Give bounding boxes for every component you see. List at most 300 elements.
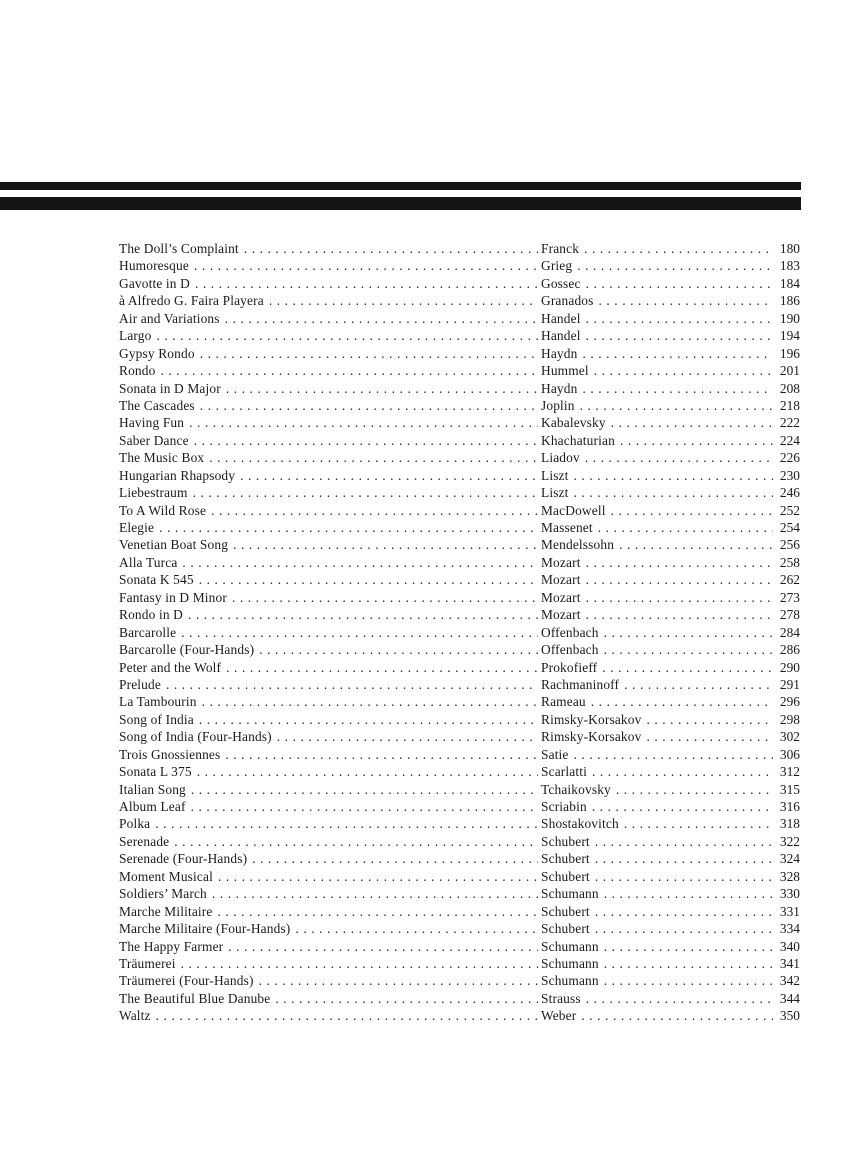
top-rule-thick: [0, 197, 801, 210]
toc-entry-left: [119, 711, 541, 728]
toc-entry-page: 290: [779, 659, 800, 675]
toc-entry-page: 222: [779, 415, 800, 431]
toc-entry-title: Soldiers’ March: [119, 886, 207, 902]
toc-entry: [119, 257, 800, 274]
dot-leader: [156, 1007, 538, 1024]
dot-leader: [611, 414, 773, 431]
dot-leader: [191, 798, 538, 815]
dot-leader: [574, 746, 773, 763]
dot-leader: [194, 257, 538, 274]
toc-entry-page: 331: [779, 903, 800, 919]
dot-leader: [200, 345, 538, 362]
dot-leader: [604, 938, 773, 955]
toc-entry: [119, 728, 800, 745]
toc-entry: [119, 380, 800, 397]
toc-entry: [119, 432, 800, 449]
toc-entry-right: [541, 850, 800, 867]
toc-entry: [119, 641, 800, 658]
dot-leader: [295, 920, 538, 937]
toc-entry-left: [119, 362, 541, 379]
dot-leader: [226, 380, 538, 397]
dot-leader: [592, 763, 773, 780]
toc-entry-right: [541, 868, 800, 885]
toc-entry-page: 224: [779, 432, 800, 448]
toc-entry-left: [119, 414, 541, 431]
toc-entry-right: [541, 781, 800, 798]
toc-entry-left: [119, 345, 541, 362]
toc-entry-page: 322: [779, 833, 800, 849]
toc-entry-left: [119, 885, 541, 902]
toc-entry-composer: Schubert: [541, 921, 590, 937]
toc-entry-left: [119, 955, 541, 972]
toc-entry-left: [119, 815, 541, 832]
dot-leader: [594, 362, 773, 379]
dot-leader: [211, 502, 538, 519]
toc-entry-composer: Weber: [541, 1008, 577, 1024]
toc-entry-right: [541, 310, 800, 327]
toc-entry-page: 328: [779, 868, 800, 884]
toc-entry-right: [541, 711, 800, 728]
toc-entry-left: [119, 571, 541, 588]
toc-entry: [119, 397, 800, 414]
toc-entry-composer: Mozart: [541, 554, 581, 570]
dot-leader: [277, 728, 538, 745]
dot-leader: [582, 345, 773, 362]
toc-entry-composer: Granados: [541, 293, 594, 309]
toc-entry: [119, 467, 800, 484]
toc-entry: [119, 693, 800, 710]
toc-entry-page: 183: [779, 258, 800, 274]
toc-entry-left: [119, 868, 541, 885]
toc-entry-title: Moment Musical: [119, 868, 213, 884]
toc-entry-left: [119, 972, 541, 989]
dot-leader: [586, 606, 773, 623]
dot-leader: [188, 606, 538, 623]
dot-leader: [233, 536, 538, 553]
toc-entry: [119, 868, 800, 885]
toc-entry: [119, 798, 800, 815]
dot-leader: [259, 641, 538, 658]
toc-entry-title: Italian Song: [119, 781, 186, 797]
toc-entry: [119, 345, 800, 362]
toc-entry-left: [119, 781, 541, 798]
toc-entry-left: [119, 536, 541, 553]
toc-entry-title: Having Fun: [119, 415, 185, 431]
toc-entry-left: [119, 903, 541, 920]
toc-entry-left: [119, 606, 541, 623]
toc-entry-title: à Alfredo G. Faira Playera: [119, 293, 264, 309]
toc-entry-title: Song of India (Four-Hands): [119, 729, 272, 745]
dot-leader: [595, 850, 773, 867]
toc-entry-left: [119, 589, 541, 606]
dot-leader: [602, 659, 773, 676]
toc-entry-right: [541, 659, 800, 676]
toc-entry: [119, 571, 800, 588]
toc-entry-composer: Mendelssohn: [541, 537, 615, 553]
toc-entry-composer: Handel: [541, 328, 581, 344]
dot-leader: [584, 240, 773, 257]
dot-leader: [574, 467, 773, 484]
toc-entry-title: Rondo: [119, 363, 156, 379]
toc-entry: [119, 589, 800, 606]
dot-leader: [595, 903, 773, 920]
toc-entry-composer: Schumann: [541, 938, 599, 954]
toc-entry-composer: Joplin: [541, 397, 575, 413]
toc-entry-page: 342: [779, 973, 800, 989]
dot-leader: [592, 798, 773, 815]
toc-entry-title: Largo: [119, 328, 152, 344]
toc-entry: [119, 815, 800, 832]
toc-entry-right: [541, 275, 800, 292]
toc-entry-left: [119, 938, 541, 955]
toc-entry-right: [541, 955, 800, 972]
toc-entry-composer: Massenet: [541, 520, 593, 535]
dot-leader: [199, 571, 538, 588]
toc-entry-page: 284: [779, 624, 800, 640]
toc-entry-title: Sonata in D Major: [119, 380, 221, 396]
toc-entry: [119, 955, 800, 972]
toc-entry: [119, 711, 800, 728]
toc-entry-composer: Rimsky-Korsakov: [541, 729, 642, 745]
toc-entry-composer: Strauss: [541, 990, 581, 1006]
dot-leader: [604, 972, 773, 989]
toc-entry-title: Sonata K 545: [119, 572, 194, 588]
dot-leader: [586, 327, 773, 344]
dot-leader: [646, 728, 773, 745]
dot-leader: [244, 240, 538, 257]
toc-entry-page: 344: [779, 990, 800, 1006]
toc-entry-title: Träumerei: [119, 955, 176, 971]
toc-entry: [119, 990, 800, 1007]
toc-entry-title: Barcarolle: [119, 624, 177, 640]
toc-entry-page: 302: [779, 729, 800, 745]
toc-entry-right: [541, 362, 800, 379]
toc-entry-right: [541, 292, 800, 309]
dot-leader: [586, 589, 773, 606]
toc-entry-right: [541, 380, 800, 397]
toc-entry-title: Polka: [119, 816, 151, 832]
toc-entry-left: [119, 1007, 541, 1024]
toc-list: [119, 240, 800, 1025]
toc-entry-composer: Handel: [541, 310, 581, 326]
dot-leader: [624, 815, 773, 832]
toc-entry-page: 350: [779, 1008, 800, 1024]
toc-entry-left: [119, 292, 541, 309]
toc-entry-right: [541, 397, 800, 414]
toc-entry-composer: Prokofieff: [541, 659, 598, 675]
toc-entry-page: 186: [779, 293, 800, 309]
dot-leader: [595, 833, 773, 850]
toc-entry-page: 273: [779, 589, 800, 605]
toc-entry-composer: Haydn: [541, 345, 578, 361]
toc-entry-composer: Schubert: [541, 903, 590, 919]
dot-leader: [598, 519, 773, 536]
toc-entry-title: The Beautiful Blue Danube: [119, 990, 271, 1006]
toc-entry-title: Rondo in D: [119, 607, 183, 623]
toc-entry-right: [541, 519, 800, 536]
toc-entry-composer: Liszt: [541, 467, 569, 483]
toc-entry-title: Humoresque: [119, 258, 189, 274]
dot-leader: [620, 432, 773, 449]
toc-entry-page: 340: [779, 938, 800, 954]
dot-leader: [586, 571, 773, 588]
toc-entry-composer: Gossec: [541, 275, 581, 291]
toc-entry-right: [541, 327, 800, 344]
toc-entry-page: 286: [779, 642, 800, 658]
toc-entry: [119, 484, 800, 501]
toc-entry: [119, 833, 800, 850]
top-rule-thin: [0, 182, 801, 190]
toc-entry-composer: Scarlatti: [541, 764, 587, 780]
dot-leader: [591, 693, 773, 710]
toc-entry-title: Elegie: [119, 520, 155, 535]
toc-entry-page: 254: [779, 520, 800, 535]
toc-entry-title: Saber Dance: [119, 432, 189, 448]
toc-entry-right: [541, 641, 800, 658]
toc-entry-composer: Grieg: [541, 258, 573, 274]
toc-entry: [119, 763, 800, 780]
toc-entry-composer: Schubert: [541, 868, 590, 884]
toc-entry-left: [119, 624, 541, 641]
toc-entry: [119, 292, 800, 309]
toc-entry-right: [541, 920, 800, 937]
dot-leader: [604, 624, 773, 641]
toc-entry-page: 316: [779, 799, 800, 814]
toc-entry-left: [119, 676, 541, 693]
toc-entry-right: [541, 484, 800, 501]
toc-entry-title: Träumerei (Four-Hands): [119, 973, 254, 989]
toc-entry-composer: Mozart: [541, 607, 581, 623]
toc-entry-title: Fantasy in D Minor: [119, 589, 227, 605]
dot-leader: [156, 327, 538, 344]
toc-entry-left: [119, 275, 541, 292]
dot-leader: [595, 920, 773, 937]
dot-leader: [646, 711, 773, 728]
toc-entry: [119, 554, 800, 571]
toc-entry-title: Gavotte in D: [119, 275, 190, 291]
toc-entry-right: [541, 502, 800, 519]
dot-leader: [619, 536, 773, 553]
toc-entry: [119, 903, 800, 920]
toc-entry-composer: Rimsky-Korsakov: [541, 711, 642, 727]
toc-entry-page: 306: [779, 746, 800, 762]
toc-entry-page: 296: [779, 694, 800, 710]
dot-leader: [228, 938, 538, 955]
toc-entry-left: [119, 380, 541, 397]
toc-entry-page: 312: [779, 764, 800, 780]
dot-leader: [212, 885, 538, 902]
dot-leader: [193, 484, 538, 501]
toc-entry-right: [541, 345, 800, 362]
toc-entry: [119, 659, 800, 676]
toc-entry: [119, 920, 800, 937]
toc-entry-composer: Hummel: [541, 363, 589, 379]
toc-entry-page: 334: [779, 921, 800, 937]
toc-entry: [119, 519, 800, 536]
dot-leader: [218, 868, 538, 885]
dot-leader: [195, 275, 538, 292]
dot-leader: [581, 1007, 773, 1024]
toc-entry-left: [119, 659, 541, 676]
toc-entry-left: [119, 467, 541, 484]
toc-entry: [119, 362, 800, 379]
toc-entry: [119, 676, 800, 693]
toc-entry-page: 194: [779, 328, 800, 344]
toc-entry-composer: MacDowell: [541, 502, 606, 518]
toc-entry-title: Serenade: [119, 833, 170, 849]
toc-entry-title: Marche Militaire: [119, 903, 213, 919]
dot-leader: [174, 833, 538, 850]
toc-entry-page: 184: [779, 275, 800, 291]
toc-entry-right: [541, 798, 800, 815]
toc-entry-left: [119, 397, 541, 414]
toc-entry-right: [541, 676, 800, 693]
toc-entry-left: [119, 240, 541, 257]
toc-entry-left: [119, 554, 541, 571]
toc-entry-right: [541, 990, 800, 1007]
toc-entry: [119, 972, 800, 989]
toc-entry-left: [119, 693, 541, 710]
toc-entry: [119, 938, 800, 955]
toc-entry-title: Peter and the Wolf: [119, 659, 222, 675]
toc-entry-title: Waltz: [119, 1008, 151, 1024]
toc-entry-right: [541, 746, 800, 763]
toc-entry-title: To A Wild Rose: [119, 502, 207, 518]
toc-entry-composer: Offenbach: [541, 624, 599, 640]
toc-entry-left: [119, 484, 541, 501]
toc-entry: [119, 275, 800, 292]
toc-entry-left: [119, 310, 541, 327]
toc-entry-right: [541, 536, 800, 553]
toc-entry-title: Prelude: [119, 676, 161, 692]
dot-leader: [159, 519, 538, 536]
toc-entry-left: [119, 990, 541, 1007]
toc-entry-title: Hungarian Rhapsody: [119, 467, 236, 483]
dot-leader: [199, 711, 538, 728]
dot-leader: [218, 903, 539, 920]
toc-entry: [119, 310, 800, 327]
toc-entry-title: Trois Gnossiennes: [119, 746, 221, 762]
toc-entry-right: [541, 432, 800, 449]
toc-entry: [119, 606, 800, 623]
dot-leader: [225, 746, 538, 763]
toc-entry: [119, 502, 800, 519]
toc-entry-composer: Tchaikovsky: [541, 781, 611, 797]
toc-entry-title: Sonata L 375: [119, 764, 192, 780]
toc-entry: [119, 781, 800, 798]
toc-entry-left: [119, 850, 541, 867]
toc-entry: [119, 885, 800, 902]
toc-entry-title: The Happy Farmer: [119, 938, 224, 954]
toc-entry-title: Serenade (Four-Hands): [119, 851, 248, 867]
toc-entry-composer: Schubert: [541, 833, 590, 849]
dot-leader: [577, 257, 773, 274]
toc-entry-right: [541, 763, 800, 780]
dot-leader: [624, 676, 773, 693]
dot-leader: [599, 292, 773, 309]
toc-entry-left: [119, 833, 541, 850]
toc-entry-composer: Schumann: [541, 973, 599, 989]
dot-leader: [586, 990, 773, 1007]
dot-leader: [595, 868, 773, 885]
toc-entry-left: [119, 728, 541, 745]
toc-entry-page: 201: [779, 363, 800, 379]
dot-leader: [604, 955, 773, 972]
toc-entry-right: [541, 972, 800, 989]
toc-entry-composer: Franck: [541, 241, 580, 256]
dot-leader: [252, 850, 538, 867]
dot-leader: [189, 414, 538, 431]
toc-entry-right: [541, 554, 800, 571]
toc-entry: [119, 536, 800, 553]
dot-leader: [585, 449, 773, 466]
toc-entry-right: [541, 938, 800, 955]
toc-entry-page: 180: [779, 241, 800, 256]
dot-leader: [197, 763, 538, 780]
dot-leader: [200, 397, 538, 414]
dot-leader: [232, 589, 538, 606]
toc-entry-composer: Offenbach: [541, 642, 599, 658]
toc-entry-page: 190: [779, 310, 800, 326]
toc-entry-right: [541, 1007, 800, 1024]
toc-entry-composer: Rameau: [541, 694, 586, 710]
toc-entry-page: 278: [779, 607, 800, 623]
toc-entry-left: [119, 502, 541, 519]
dot-leader: [582, 380, 773, 397]
toc-entry-page: 226: [779, 450, 800, 466]
toc-entry-left: [119, 327, 541, 344]
toc-entry-right: [541, 571, 800, 588]
toc-entry-composer: Kabalevsky: [541, 415, 606, 431]
dot-leader: [182, 554, 538, 571]
toc-entry-right: [541, 606, 800, 623]
toc-entry-title: Album Leaf: [119, 799, 186, 814]
toc-entry-page: 262: [779, 572, 800, 588]
toc-entry-composer: Scriabin: [541, 799, 587, 814]
toc-entry: [119, 624, 800, 641]
toc-entry-right: [541, 467, 800, 484]
dot-leader: [611, 502, 773, 519]
dot-leader: [616, 781, 773, 798]
dot-leader: [191, 781, 538, 798]
toc-entry-left: [119, 449, 541, 466]
toc-entry-page: 196: [779, 345, 800, 361]
toc-entry-right: [541, 257, 800, 274]
toc-entry-right: [541, 833, 800, 850]
dot-leader: [259, 972, 538, 989]
dot-leader: [166, 676, 538, 693]
toc-entry-title: Venetian Boat Song: [119, 537, 229, 553]
toc-entry-composer: Haydn: [541, 380, 578, 396]
toc-entry-left: [119, 641, 541, 658]
dot-leader: [181, 955, 538, 972]
dot-leader: [604, 885, 773, 902]
toc-entry-page: 341: [779, 955, 800, 971]
dot-leader: [586, 554, 773, 571]
toc-entry-page: 318: [779, 816, 800, 832]
toc-entry-title: Gypsy Rondo: [119, 345, 195, 361]
toc-entry-left: [119, 920, 541, 937]
toc-entry-right: [541, 815, 800, 832]
toc-entry-composer: Khachaturian: [541, 432, 615, 448]
dot-leader: [586, 310, 773, 327]
toc-entry-page: 291: [779, 676, 800, 692]
toc-entry-composer: Rachmaninoff: [541, 676, 620, 692]
dot-leader: [604, 641, 773, 658]
toc-entry-title: The Music Box: [119, 450, 205, 466]
dot-leader: [225, 310, 538, 327]
toc-entry-page: 298: [779, 711, 800, 727]
